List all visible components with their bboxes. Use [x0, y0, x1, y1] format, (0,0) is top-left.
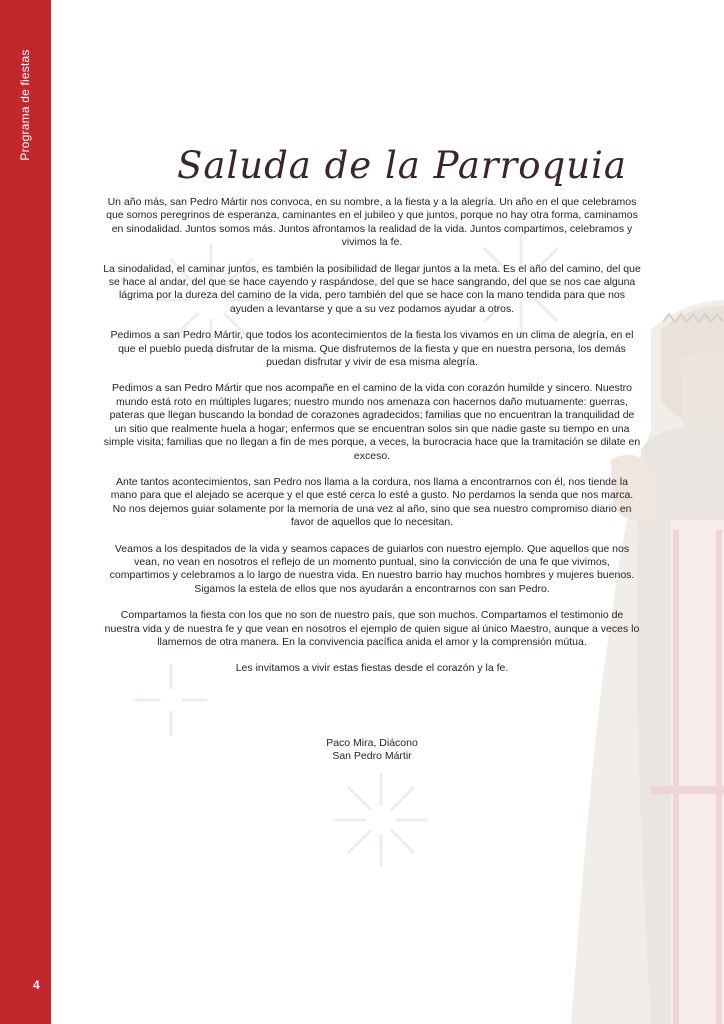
paragraph: Pedimos a san Pedro Mártir, que todos los acontecimientos de la fiesta los vivamos en un clima de alegría, en el que el pueblo pueda disfrutar de la misma. Que disfrutemos de la fiesta y que en nuestra persona, los demás puedan disfrutar y vivir de esa misma alegría.: [110, 329, 634, 369]
signature-block: [103, 737, 641, 764]
paragraph: Les invitamos a vivir estas fiestas desde el corazón y la fe.: [235, 662, 509, 675]
paragraph: La sinodalidad, el caminar juntos, es también la posibilidad de llegar juntos a la meta. Es el año del camino, del que se hace al andar, del que se hace cayendo y raspándose, del que se hace sangrando, del que se nos cae alguna lágrima por la dureza del camino de la vida, pero también del que se hace con la mano tendida para que nos ayuden a levantarse y que a su vez podamos ayudar a otros.: [103, 262, 641, 315]
signature-name: Paco Mira, Diácono: [326, 737, 418, 749]
signature-parish: San Pedro Mártir: [332, 750, 412, 763]
section-label: Programa de fiestas: [18, 49, 32, 161]
paragraph: Ante tantos acontecimientos, san Pedro nos llama a la cordura, nos llama a encontrarnos con él, nos tiende la mano para que el alejado se acerque y el que esté cerca lo esté a gusto. No perdamos la senda que nos marca. No nos dejemos guiar solamente por la memoria de una vez al año, sino que sea nuestro compromiso diario en favor de aquellos que lo necesitan.: [110, 475, 634, 529]
page-number: 4: [33, 978, 40, 992]
paragraph: Pedimos a san Pedro Mártir que nos acompañe en el camino de la vida con corazón humilde y sincero. Nuestro mundo está roto en múltiples lugares; nuestro mundo nos amenaza con hacernos daño mutuamente: guerras, pateras que llegan buscando la bondad de corazones agradecidos; familias que no encuentran la tranquilidad de un sitio que realmente huela a hogar; enfermos que se encuentran solos sin que nadie gaste su tiempo en una simple visita; familias que no llegan a fin de mes porque, a veces, la burocracia hace que la tramitación se dilate en exceso.: [103, 382, 641, 462]
letter-body: [103, 196, 641, 689]
sidebar-band: [0, 0, 51, 1024]
paragraph: Un año más, san Pedro Mártir nos convoca, en su nombre, a la fiesta y a la alegría. Un año en el que celebramos que somos peregrinos de esperanza, caminantes en el jubileo y que juntos, porque no hay otra forma, caminamos en sinodalidad. Juntos somos más. Juntos afrontamos la realidad de la vida. Juntos compartimos, celebramos y vivimos la fe.: [106, 196, 638, 249]
page-title: Saluda de la Parroquia: [177, 144, 627, 187]
paragraph: Veamos a los despitados de la vida y seamos capaces de guiarlos con nuestro ejemplo. Que aquellos que nos vean, no vean en nosotros el reflejo de un momento puntual, sino la convicción de una fe que vivimos, compartimos y celebramos a lo largo de nuestra vida. En nuestro barrio hay muchos hombres y mujeres buenos. Sigamos la estela de ellos que nos ayudarán a encontrarnos con san Pedro.: [109, 542, 635, 595]
paragraph: Compartamos la fiesta con los que no son de nuestro país, que son muchos. Compartamos el testimonio de nuestra vida y de nuestra fe y que vean en nosotros el ejemplo de quien sigue al único Maestro, aunque a veces lo llamemos de otra manera. En la convivencia pacífica anida el amor y la comprensión mútua.: [104, 609, 640, 648]
